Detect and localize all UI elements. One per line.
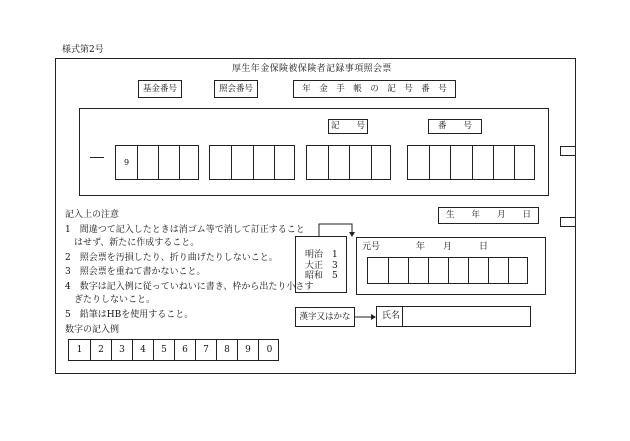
number-cell[interactable]: 9 (123, 158, 130, 167)
number-cell[interactable] (179, 146, 200, 179)
notes-heading: 記入上の注意 (65, 210, 120, 220)
notes-item: 1 間違つて記入したときは消ゴム等で消して訂正すること (65, 225, 305, 235)
number-cells-group-1 (115, 145, 199, 180)
number-cell[interactable] (231, 146, 253, 179)
birth-date-cell[interactable] (488, 258, 508, 283)
kigo-label: 記 号 (328, 119, 368, 134)
number-cells-group-2 (209, 145, 295, 180)
digit-example-cell: 9 (237, 340, 258, 360)
bango-label: 番 号 (428, 119, 482, 134)
birth-date-header: 生 年 月 日 (438, 207, 539, 224)
name-label: 氏名 (382, 311, 401, 321)
notes-item: 4 数字は記入例に従っていねいに書き、枠から出たり小さす (65, 282, 314, 292)
digit-example-cell: 4 (132, 340, 153, 360)
number-cell[interactable] (408, 146, 429, 179)
notes-item: 5 鉛筆はHBを使用すること。 (65, 310, 194, 320)
number-cell[interactable] (274, 146, 296, 179)
number-cell[interactable] (450, 146, 472, 179)
pension-book-number-label: 年 金 手 帳 の 記 号 番 号 (293, 80, 456, 98)
notes-item: 3 照会票を重ねて書かないこと。 (65, 267, 206, 277)
inquiry-number-box: 照会番号 (214, 80, 258, 98)
number-cell[interactable] (371, 146, 392, 179)
fund-number-box: 基金番号 (138, 80, 182, 98)
number-cell[interactable] (253, 146, 274, 179)
birth-date-cell[interactable] (408, 258, 428, 283)
right-margin-mark (560, 146, 576, 156)
number-cell[interactable] (349, 146, 371, 179)
digit-example-row (68, 339, 279, 361)
number-cell[interactable] (472, 146, 493, 179)
birth-date-cell[interactable] (508, 258, 529, 283)
birth-date-cell[interactable] (468, 258, 488, 283)
number-cell[interactable] (429, 146, 450, 179)
birth-date-cells (367, 257, 528, 284)
notes-item: はせず、新たに作成すること。 (65, 238, 200, 248)
era-option: 昭和 5 (305, 271, 338, 281)
era-option: 大正 3 (305, 261, 338, 271)
birth-date-cell[interactable] (448, 258, 468, 283)
number-cell[interactable] (493, 146, 514, 179)
dash-mark (90, 157, 104, 158)
digit-example-cell: 3 (111, 340, 132, 360)
number-cell[interactable] (514, 146, 536, 179)
digit-example-cell: 7 (195, 340, 216, 360)
name-arrow (355, 312, 377, 322)
digit-example-heading: 数字の記入例 (65, 325, 120, 335)
digit-example-cell: 1 (76, 345, 83, 355)
birth-date-cell[interactable] (388, 258, 408, 283)
notes-item: 2 照会票を汚損したり、折り曲げたりしないこと。 (65, 253, 278, 263)
era-option: 明治 1 (305, 250, 338, 260)
number-cell[interactable] (137, 146, 158, 179)
number-cells-group-4 (407, 145, 535, 180)
number-cells-group-3 (306, 145, 391, 180)
number-cell[interactable] (210, 146, 231, 179)
name-input[interactable] (403, 307, 530, 326)
kanji-or-kana-label: 漢字又はかな (295, 307, 355, 327)
digit-example-cell: 0 (258, 340, 280, 360)
digit-example-cell: 6 (174, 340, 195, 360)
birth-date-fields-label: 元号 年 月 日 (362, 242, 489, 252)
birth-date-cell[interactable] (368, 258, 388, 283)
number-cell[interactable] (328, 146, 349, 179)
number-cell[interactable] (158, 146, 179, 179)
notes-item: ぎたりしないこと。 (65, 295, 156, 305)
digit-example-cell: 5 (153, 340, 174, 360)
connector-arrow (318, 219, 358, 239)
digit-example-cell: 8 (216, 340, 237, 360)
form-title: 厚生年金保険被保険者記録事項照会票 (232, 64, 392, 74)
digit-example-cell: 2 (90, 340, 111, 360)
birth-date-cell[interactable] (428, 258, 448, 283)
form-number: 様式第2号 (62, 45, 104, 55)
right-margin-mark (560, 217, 576, 227)
number-cell[interactable] (307, 146, 328, 179)
